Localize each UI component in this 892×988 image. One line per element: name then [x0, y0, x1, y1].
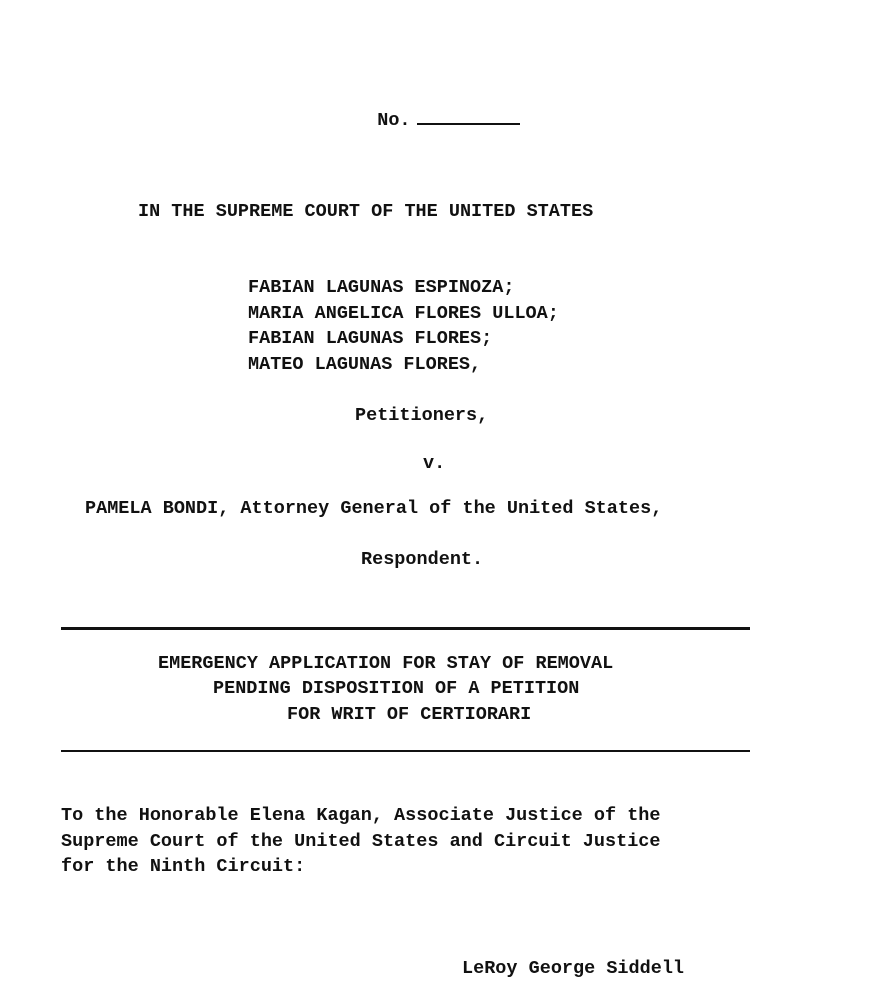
- divider-top: [61, 627, 750, 630]
- versus: v.: [423, 453, 446, 474]
- petitioner-name: MARIA ANGELICA FLORES ULLOA;: [248, 303, 559, 324]
- petitioner-name: FABIAN LAGUNAS ESPINOZA;: [248, 277, 515, 298]
- address-line: Supreme Court of the United States and Circuit Justice: [61, 831, 661, 852]
- address-line: To the Honorable Elena Kagan, Associate Justice of the: [61, 805, 661, 826]
- application-title-line: EMERGENCY APPLICATION FOR STAY OF REMOVAL: [158, 653, 614, 674]
- respondent-role: Respondent.: [361, 549, 484, 570]
- petitioners-role: Petitioners,: [355, 405, 489, 426]
- signature-name: LeRoy George Siddell: [462, 958, 685, 979]
- divider-bottom: [61, 750, 750, 752]
- address-line: for the Ninth Circuit:: [61, 856, 306, 877]
- docket-label: No.: [377, 109, 411, 131]
- application-title-line: FOR WRIT OF CERTIORARI: [287, 704, 532, 725]
- respondent-name: PAMELA BONDI, Attorney General of the United States,: [85, 498, 663, 519]
- petitioner-name: FABIAN LAGUNAS FLORES;: [248, 328, 493, 349]
- docket-number: [355, 88, 520, 130]
- application-title-line: PENDING DISPOSITION OF A PETITION: [213, 678, 580, 699]
- court-name: IN THE SUPREME COURT OF THE UNITED STATES: [138, 201, 594, 222]
- docket-number-blank: [417, 107, 520, 125]
- petitioner-name: MATEO LAGUNAS FLORES,: [248, 354, 482, 375]
